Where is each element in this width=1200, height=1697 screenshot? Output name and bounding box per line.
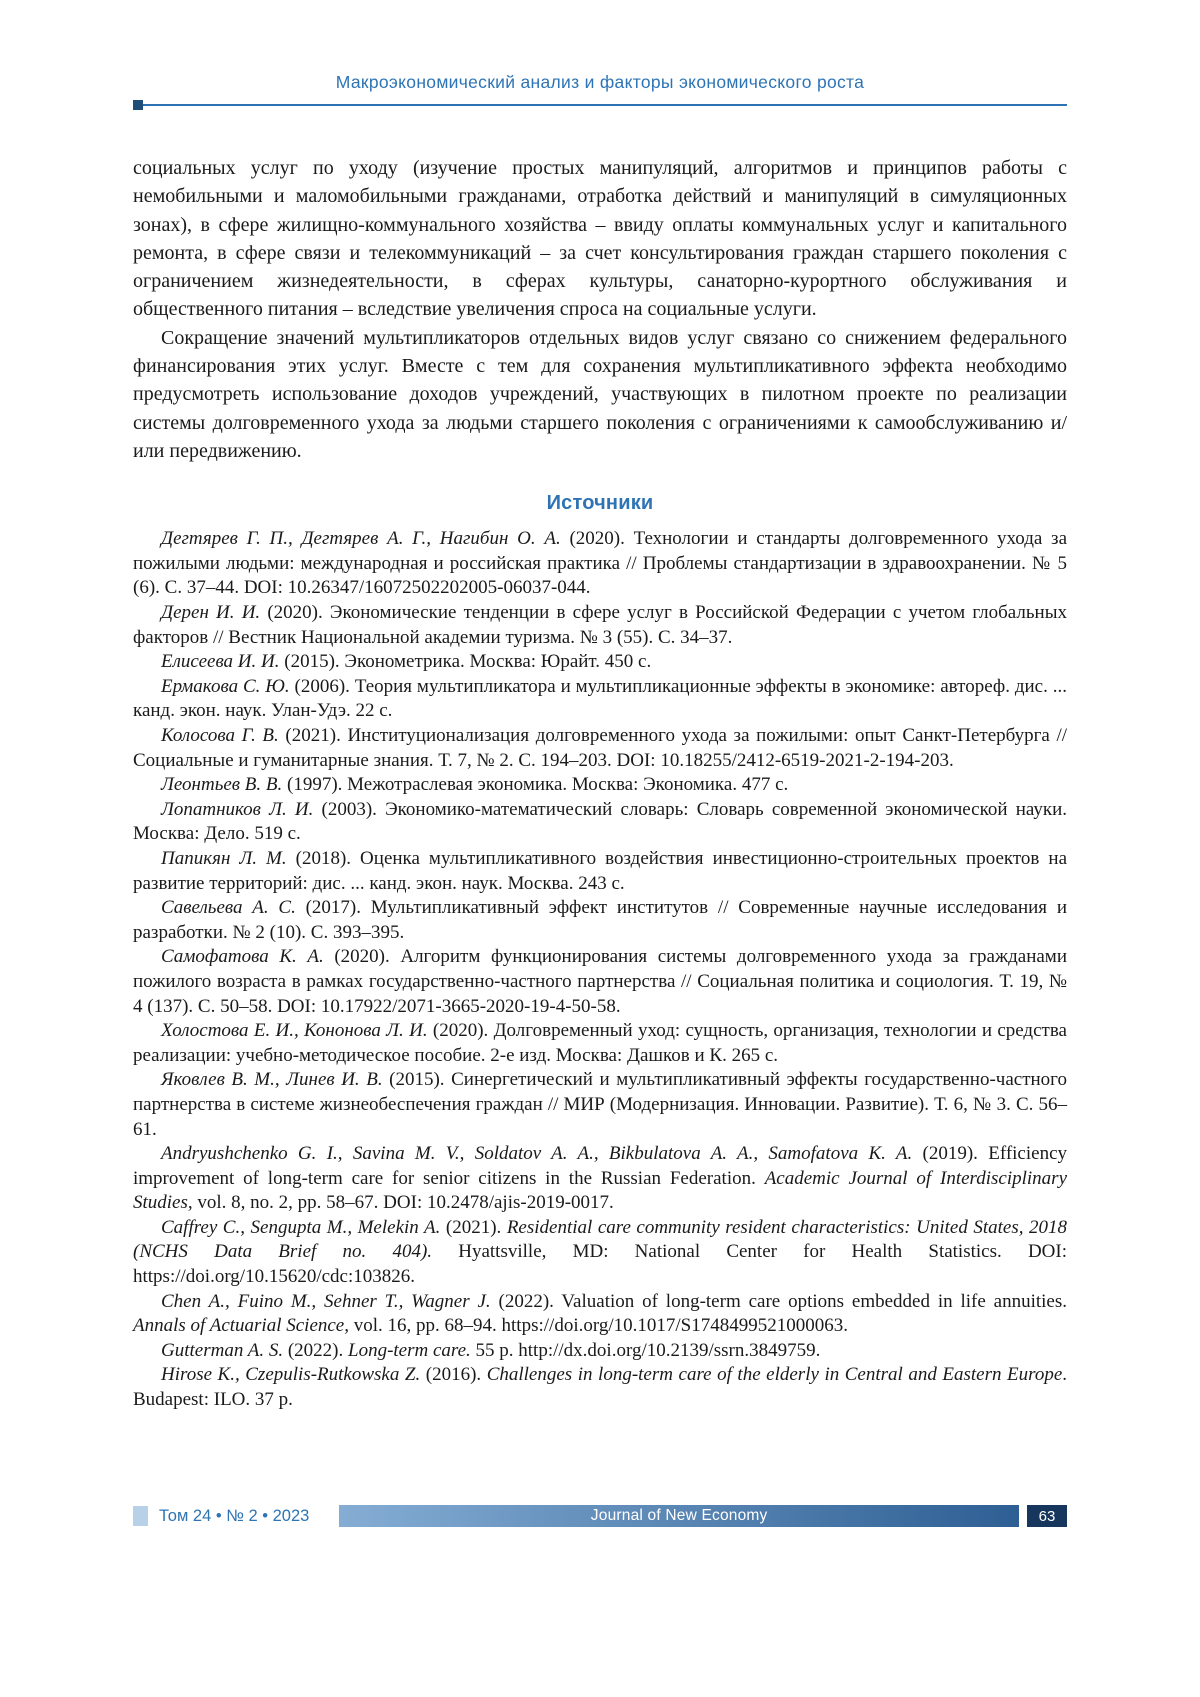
page-content: [133, 0, 1067, 1413]
reference-segment: Холостова Е. И., Кононова Л. И.: [161, 1020, 428, 1042]
reference-segment: Academic Journal of Interdisciplinary Studies,: [133, 1167, 1068, 1214]
reference-segment: vol. 8, no. 2, pp. 58–67. DOI: 10.2478/ajis-2019-0017.: [192, 1192, 614, 1214]
reference-segment: vol. 16, pp. 68–94. https://doi.org/10.1017/S1748499521000063.: [349, 1315, 848, 1337]
reference-segment: (2020). Алгоритм функционирования системы долговременного ухода за гражданами пожилого возраста в рамках государственно-частного партнерства // Социальная политика и социология. Т. 19, № 4 (137). С. 50–58. DOI: 10.17922/2071-3665-2020-19-4-50-58.: [133, 946, 1067, 1017]
reference-segment: Hyattsville, MD: National Center for Health Statistics. DOI: https://doi.org/10.15620/cdc:103826.: [133, 1241, 1067, 1288]
reference-item: [133, 798, 1067, 847]
reference-segment: Савельева А. С.: [161, 897, 296, 919]
reference-segment: (1997). Межотраслевая экономика. Москва: Экономика. 477 с.: [282, 774, 789, 796]
sources-heading: Источники: [546, 492, 654, 515]
reference-item: [133, 601, 1067, 650]
reference-item: [133, 847, 1067, 896]
reference-item: [133, 1216, 1067, 1290]
reference-segment: (2022). Valuation of long-term care options embedded in life annuities.: [490, 1290, 1068, 1312]
reference-segment: (2020). Экономические тенденции в сфере услуг в Российской Федерации с учетом глобальных факторов // Вестник Национальной академии туризма. № 3 (55). С. 34–37.: [133, 602, 1067, 648]
reference-segment: (2022).: [283, 1339, 348, 1361]
reference-item: [133, 773, 1067, 798]
reference-segment: Самофатова К. А.: [161, 946, 324, 968]
reference-segment: Chen A., Fuino M., Sehner T., Wagner J.: [161, 1290, 491, 1312]
page-footer: [133, 1504, 1067, 1528]
reference-segment: Леонтьев В. В.: [161, 774, 283, 796]
reference-segment: Residential care community resident characteristics: United States, 2018 (NCHS Data Brief no. 404).: [133, 1216, 1068, 1263]
reference-segment: (2020). Долговременный уход: сущность, организация, технологии и средства реализации: учебно-методическое пособие. 2-е изд. Москва: Дашков и К. 265 с.: [133, 1020, 1067, 1066]
reference-segment: Лопатников Л. И.: [161, 798, 314, 820]
reference-segment: Ермакова С. Ю.: [161, 675, 290, 697]
reference-segment: Яковлев В. М., Линев И. В.: [161, 1069, 383, 1091]
footer-journal-bar: [339, 1505, 1019, 1527]
reference-item: [133, 527, 1067, 601]
reference-segment: Annals of Actuarial Science,: [133, 1315, 349, 1337]
reference-segment: Caffrey C., Sengupta M., Melekin A.: [161, 1216, 441, 1238]
reference-segment: (2015). Синергетический и мультипликативный эффекты государственно-частного партнерства в системе жизнеобеспечения граждан // МИР (Модернизация. Инновации. Развитие). Т. 6, № 3. С. 56–61.: [133, 1069, 1067, 1140]
reference-item: [133, 1019, 1067, 1068]
reference-item: [133, 1339, 1067, 1364]
body-paragraph-1: социальных услуг по уходу (изучение простых манипуляций, алгоритмов и принципов работы с немобильными и маломобильными гражданами, отработка действий и манипуляций в симуляционных зонах), в сфере жилищно-коммунального хозяйства – ввиду оплаты коммунальных услуг и капитального ремонта, в сфере связи и телекоммуникаций – за счет консультирования граждан старшего поколения с ограничением жизнедеятельности, в сферах культуры, санаторно-курортного обслуживания и общественного питания – вследствие увеличения спроса на социальные услуги.: [133, 157, 1067, 321]
body-paragraph-2: Сокращение значений мультипликаторов отдельных видов услуг связано со снижением федерального финансирования этих услуг. Вместе с тем для сохранения мультипликативного эффекта необходимо предусмотреть использование доходов учреждений, участвующих в пилотном проекте по реализации системы долговременного ухода за людьми старшего поколения с ограничениями к самообслуживанию и/или передвижению.: [133, 326, 1067, 462]
header-rule: [133, 104, 1067, 106]
reference-segment: (2021). Институционализация долговременного ухода за пожилыми: опыт Санкт-Петербурга // Социальные и гуманитарные знания. Т. 7, № 2. С. 194–203. DOI: 10.18255/2412-6519-2021-2-194-203.: [133, 725, 1068, 771]
reference-segment: Дерен И. И.: [161, 602, 261, 624]
reference-segment: Hirose K., Czepulis-Rutkowska Z.: [161, 1364, 421, 1386]
reference-segment: (2003). Экономико-математический словарь: Словарь современной экономической науки. Москва: Дело. 519 с.: [133, 798, 1067, 845]
reference-segment: Колосова Г. В.: [161, 725, 279, 747]
running-header-title: Макроэкономический анализ и факторы экономического роста: [335, 72, 865, 92]
reference-segment: (2006). Теория мультипликатора и мультипликационные эффекты в экономике: автореф. дис. ... канд. экон. наук. Улан-Удэ. 22 с.: [133, 675, 1067, 722]
reference-segment: (2021).: [440, 1216, 507, 1238]
reference-item: [133, 1142, 1067, 1216]
reference-segment: Елисеева И. И.: [161, 651, 280, 673]
reference-segment: (2018). Оценка мультипликативного воздействия инвестиционно-строительных проектов на развитие территорий: дис. ... канд. экон. наук. Москва. 243 с.: [133, 847, 1067, 894]
reference-item: [133, 896, 1067, 945]
reference-item: [133, 945, 1067, 1019]
footer-page-number: 63: [1027, 1505, 1067, 1527]
footer-square: [133, 1506, 148, 1526]
reference-item: [133, 1290, 1067, 1339]
reference-segment: (2015). Эконометрика. Москва: Юрайт. 450 с.: [279, 651, 652, 673]
reference-item: [133, 724, 1067, 773]
reference-segment: (2019). Efficiency improvement of long-term care for senior citizens in the Russian Federation.: [133, 1143, 1067, 1189]
reference-segment: . Budapest: ILO. 37 p.: [133, 1364, 1068, 1411]
reference-item: [133, 650, 1067, 675]
reference-segment: Long-term care.: [348, 1339, 471, 1361]
article-body: [133, 154, 1067, 465]
reference-segment: Папикян Л. М.: [161, 847, 287, 869]
header-rule-square: [133, 100, 143, 110]
reference-segment: (2017). Мультипликативный эффект институтов // Современные научные исследования и разработки. № 2 (10). С. 393–395.: [133, 897, 1067, 943]
reference-segment: (2020). Технологии и стандарты долговременного ухода за пожилыми людьми: международная и российская практика // Проблемы стандартизации в здравоохранении. № 5 (6). С. 37–44. DOI: 10.26347/16072502202005-06037-044.: [133, 528, 1067, 599]
reference-segment: Дегтярев Г. П., Дегтярев А. Г., Нагибин О. А.: [161, 528, 561, 550]
reference-item: [133, 675, 1067, 724]
reference-segment: Gutterman A. S.: [161, 1339, 284, 1361]
reference-segment: Andryushchenko G. I., Savina M. V., Soldatov A. A., Bikbulatova A. A., Samofatova K. A.: [161, 1143, 913, 1165]
running-header: [133, 72, 1067, 106]
references-list: [133, 527, 1067, 1412]
footer-journal-name: Journal of New Economy: [590, 1507, 768, 1524]
reference-segment: Challenges in long-term care of the elderly in Central and Eastern Europe: [486, 1364, 1063, 1386]
reference-item: [133, 1363, 1067, 1412]
reference-item: [133, 1068, 1067, 1142]
reference-segment: (2016).: [420, 1364, 487, 1386]
reference-segment: 55 p. http://dx.doi.org/10.2139/ssrn.3849759.: [470, 1339, 821, 1361]
footer-volume-issue: Том 24 • № 2 • 2023: [159, 1506, 310, 1525]
